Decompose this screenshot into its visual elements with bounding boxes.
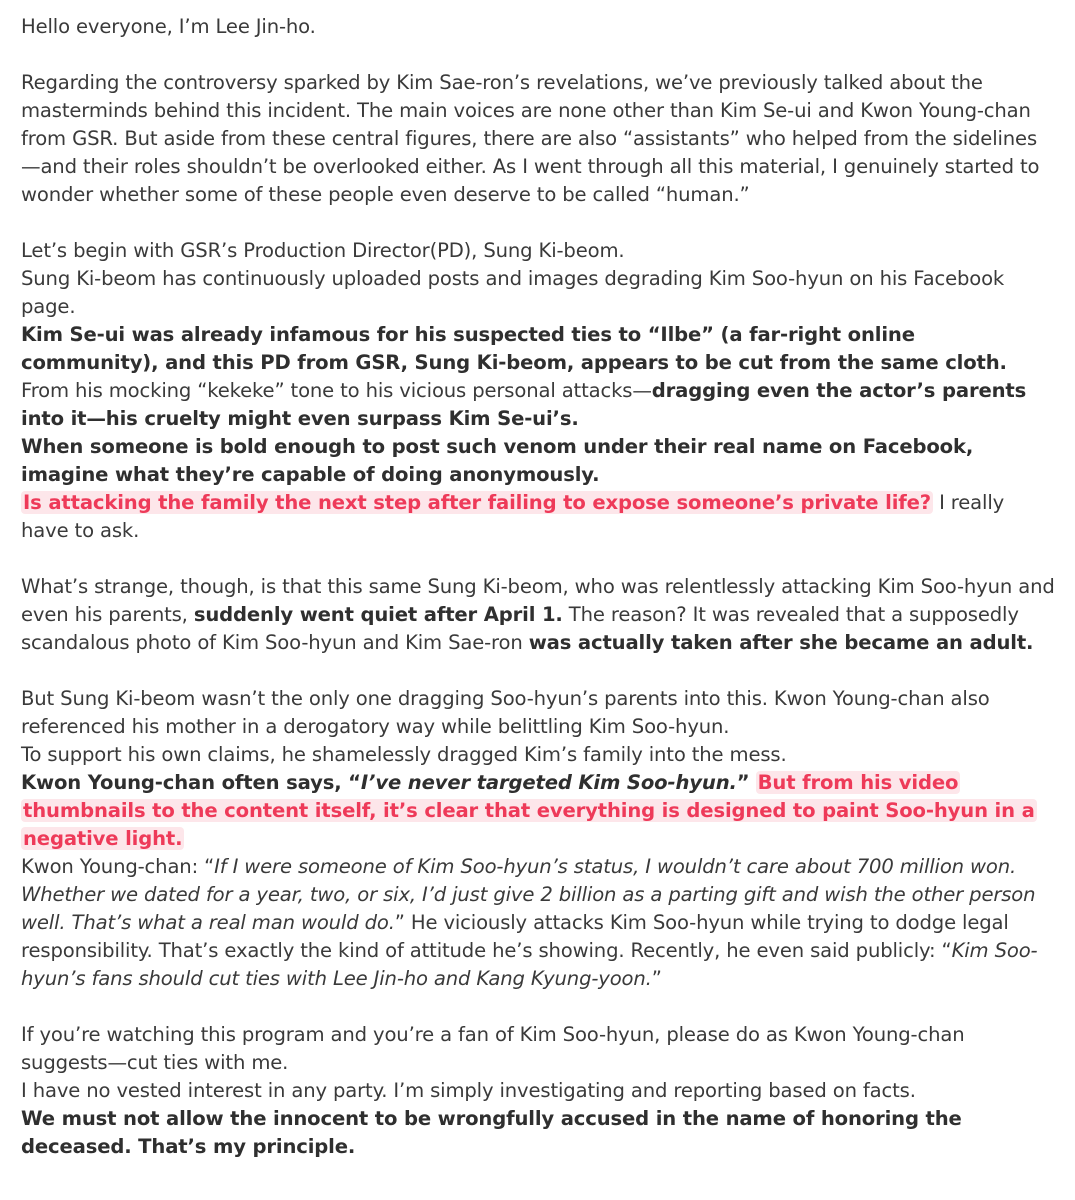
bold-run: We must not allow the innocent to be wrongfully accused in the name of honoring the deceased. That’s my principle.: [21, 1107, 962, 1158]
italic-run: If I were someone of Kim Soo-hyun’s status, I wouldn’t care about 700 million won. Whether we dated for a year, two, or six, I’d just give 2 billion as a parting gift and wish the other person well. That’s what a real man would do.: [21, 855, 1036, 934]
paragraph-intro: [21, 69, 1055, 209]
paragraph-sung-ki-beom: [21, 237, 1055, 545]
paragraph-kwon-young-chan: [21, 685, 1055, 993]
italic-run: Kim Soo-hyun’s fans should cut ties with Lee Jin-ho and Kang Kyung-yoon.: [21, 939, 1038, 990]
text-run: If you’re watching this program and you’re a fan of Kim Soo-hyun, please do as Kwon Young-chan suggests—cut ties with me.: [21, 1023, 965, 1074]
paragraph-gap: [21, 41, 1055, 69]
text-line: [21, 237, 1055, 265]
text-run: ”: [651, 967, 662, 990]
text-line: [21, 489, 1055, 545]
text-line: [21, 69, 1055, 209]
text-run: Kwon Young-chan: “: [21, 855, 215, 878]
bold-run: Kwon Young-chan often says, “: [21, 771, 361, 794]
text-line: [21, 1105, 1055, 1161]
text-run: I have no vested interest in any party. I’m simply investigating and reporting based on facts.: [21, 1079, 916, 1102]
bold-run: was actually taken after she became an adult.: [528, 631, 1034, 654]
bold-run: suddenly went quiet after April 1.: [193, 603, 563, 626]
text-line: [21, 685, 1055, 741]
text-run: To support his own claims, he shamelessly dragged Kim’s family into the mess.: [21, 743, 787, 766]
text-line: [21, 433, 1055, 489]
text-line: [21, 741, 1055, 769]
text-line: [21, 1021, 1055, 1077]
paragraph-greeting: [21, 13, 1055, 41]
text-run: But Sung Ki-beom wasn’t the only one dragging Soo-hyun’s parents into this. Kwon Young-chan also referenced his mother in a derogatory way while belittling Kim Soo-hyun.: [21, 687, 990, 738]
text-run: ” He viciously attacks Kim Soo-hyun while trying to dodge legal responsibility. That’s exactly the kind of attitude he’s showing. Recently, he even said publicly: “: [21, 911, 1009, 962]
text-line: [21, 853, 1055, 993]
bold-run: dragging even the actor’s parents into it—his cruelty might even surpass Kim Se-ui’s.: [21, 379, 1027, 430]
text-line: [21, 321, 1055, 433]
text-line: [21, 769, 1055, 853]
text-line: [21, 1077, 1055, 1105]
text-run: Sung Ki-beom has continuously uploaded posts and images degrading Kim Soo-hyun on his Facebook page.: [21, 267, 1005, 318]
text-run: The reason? It was revealed that a supposedly scandalous photo of Kim Soo-hyun and Kim Sae-ron: [21, 603, 1019, 654]
paragraph-gap: [21, 545, 1055, 573]
text-run: I really have to ask.: [21, 491, 1005, 542]
paragraph-gap: [21, 657, 1055, 685]
text-run: Hello everyone, I’m Lee Jin-ho.: [21, 15, 316, 38]
bold-run: When someone is bold enough to post such venom under their real name on Facebook, imagine what they’re capable of doing anonymously.: [21, 435, 974, 486]
text-run: Let’s begin with GSR’s Production Director(PD), Sung Ki-beom.: [21, 239, 625, 262]
paragraph-gap: [21, 993, 1055, 1021]
text-run: From his mocking “kekeke” tone to his vicious personal attacks—: [21, 379, 652, 402]
text-run: What’s strange, though, is that this same Sung Ki-beom, who was relentlessly attacking Kim Soo-hyun and even his parents,: [21, 575, 1055, 626]
paragraph-went-quiet: [21, 573, 1055, 657]
bold-italic-run: I’ve never targeted Kim Soo-hyun.: [360, 771, 737, 794]
bold-run: [361, 771, 737, 794]
highlighted-run: Is attacking the family the next step after failing to expose someone’s private life?: [23, 491, 931, 514]
text-line: [21, 13, 1055, 41]
text-run: [750, 771, 756, 794]
bold-run: ”: [736, 771, 750, 794]
bold-run: Kim Se-ui was already infamous for his suspected ties to “Ilbe” (a far-right online community), and this PD from GSR, Sung Ki-beom, appears to be cut from the same cloth.: [21, 323, 1007, 374]
text-line: [21, 573, 1055, 657]
text-line: [21, 265, 1055, 321]
text-run: Regarding the controversy sparked by Kim Sae-ron’s revelations, we’ve previously talked about the masterminds behind this incident. The main voices are none other than Kim Se-ui and Kwon Young-chan from GSR. But aside from these central figures, there are also “assistants” who helped from the sidelines—and their roles shouldn’t be overlooked either. As I went through all this material, I genuinely started to wonder whether some of these people even deserve to be called “human.”: [21, 71, 1040, 206]
paragraph-gap: [21, 209, 1055, 237]
highlighted-run: But from his video thumbnails to the content itself, it’s clear that everything is designed to paint Soo-hyun in a negative light.: [23, 771, 1035, 850]
paragraph-conclusion: [21, 1021, 1055, 1161]
